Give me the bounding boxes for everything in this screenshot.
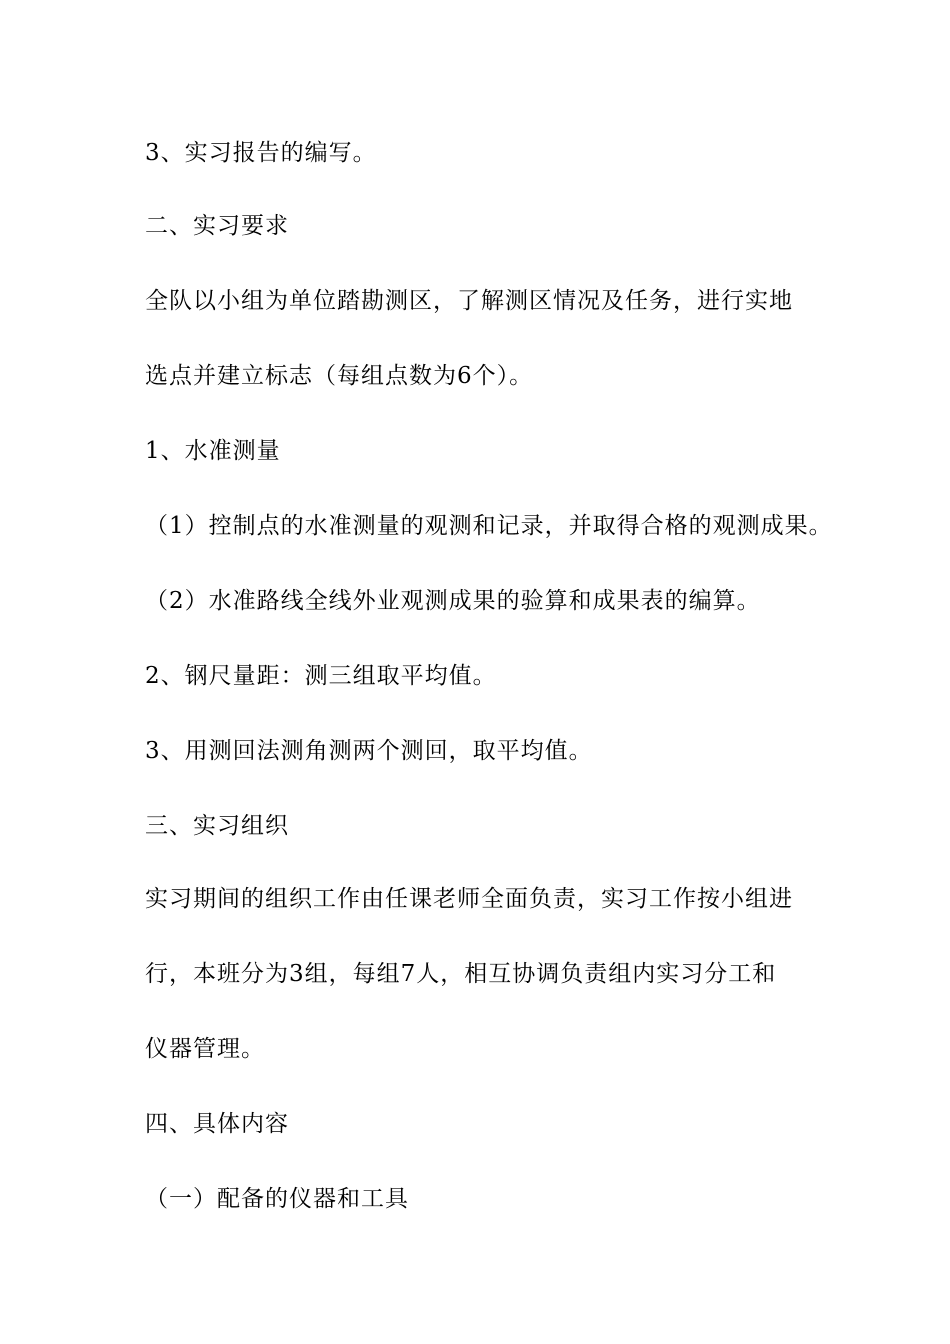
text-line-leveling-item-2: （2）水准路线全线外业观测成果的验算和成果表的编算。 <box>145 588 761 614</box>
heading-organization: 三、实习组织 <box>145 813 289 839</box>
text-line-angle-measurement: 3、用测回法测角测两个测回，取平均值。 <box>145 738 593 764</box>
text-line-instruments: （一）配备的仪器和工具 <box>145 1186 409 1212</box>
text-line-organization-2: 行，本班分为3组，每组7人，相互协调负责组内实习分工和 <box>145 961 777 987</box>
text-line-leveling: 1、水准测量 <box>145 438 281 464</box>
heading-specific-content: 四、具体内容 <box>145 1111 289 1137</box>
text-line-report-writing: 3、实习报告的编写。 <box>145 140 377 166</box>
text-line-leveling-item-1: （1）控制点的水准测量的观测和记录，并取得合格的观测成果。 <box>145 513 833 539</box>
text-line-survey-points: 选点并建立标志（每组点数为6个）。 <box>145 363 534 389</box>
text-line-organization-1: 实习期间的组织工作由任课老师全面负责，实习工作按小组进 <box>145 886 793 912</box>
text-line-organization-3: 仪器管理。 <box>145 1036 265 1062</box>
heading-requirements: 二、实习要求 <box>145 213 289 239</box>
text-line-survey-intro: 全队以小组为单位踏勘测区，了解测区情况及任务，进行实地 <box>145 288 793 314</box>
text-line-tape-measurement: 2、钢尺量距：测三组取平均值。 <box>145 663 497 689</box>
